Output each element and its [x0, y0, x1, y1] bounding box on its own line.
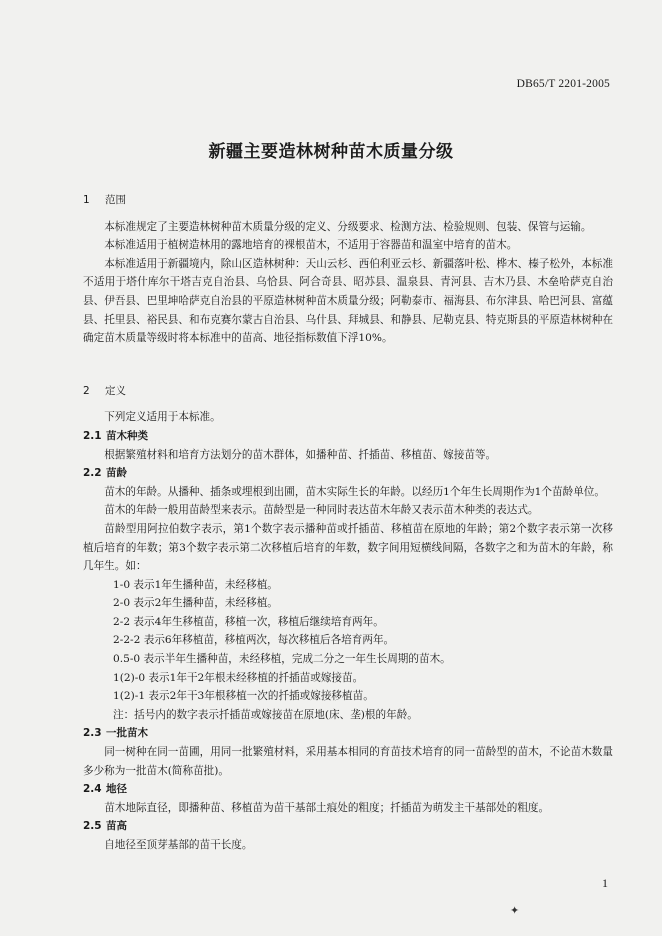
subsection-title: 苗高 — [106, 820, 127, 833]
scan-mark-icon: ✦ — [510, 904, 520, 917]
paragraph: 苗木的年龄。从播种、插条或埋根到出圃，苗木实际生长的年龄。以经历1个年生长周期作为1个苗龄单位。 — [104, 485, 605, 498]
subsection-title: 一批苗木 — [106, 727, 148, 740]
section-title: 定义 — [105, 384, 126, 397]
subsection-heading — [83, 817, 613, 836]
subsection-number: 2.1 — [83, 429, 102, 442]
paragraph: 同一树种在同一苗圃，用同一批繁殖材料，采用基本相同的育苗技术培育的同一苗龄型的苗木，不论苗木数量多少称为一批苗木(简称苗批)。 — [83, 746, 613, 777]
section-heading-definitions — [83, 382, 613, 401]
example-line: 1-0 表示1年生播种苗，未经移植。 — [113, 578, 278, 591]
example-line: 0.5-0 表示半年生播种苗，未经移植，完成二分之一年生长周期的苗木。 — [113, 653, 451, 666]
paragraph: 苗龄型用阿拉伯数字表示，第1个数字表示播种苗或扦插苗、移植苗在原地的年龄；第2个数字表示第一次移植后培育的年数；第3个数字表示第二次移植后培育的年数，数字间用短横线间隔，各数字之和为苗木的年龄，称几年生。如： — [83, 522, 613, 573]
subsection-number: 2.3 — [83, 727, 102, 740]
section-number: 2 — [83, 384, 90, 397]
paragraph: 本标准规定了主要造林树种苗木质量分级的定义、分级要求、检测方法、检验规则、包装、保管与运输。 — [104, 220, 592, 233]
paragraph: 苗木地际直径，即播种苗、移植苗为苗干基部土痕处的粗度；扦插苗为萌发主干基部处的粗度。 — [104, 801, 550, 814]
paragraph: 自地径至顶芽基部的苗干长度。 — [104, 839, 253, 851]
paragraph: 本标准适用于新疆境内，除山区造林树种：天山云杉、西伯利亚云杉、新疆落叶松、桦木、榛子松外，本标准不适用于塔什库尔干塔吉克自治县、乌恰县、阿合奇县、昭苏县、温泉县、青河县、吉木乃县、木垒哈萨克自治县、伊吾县、巴里坤哈萨克自治县的平原造林树种苗木质量分级；阿勒泰市、福海县、布尔津县、哈巴河县、富蕴县、托里县、裕民县、和布克赛尔蒙古自治县、乌什县、拜城县、和静县、尼勒克县、特克斯县的平原造林树种在确定苗木质量等级时将本标准中的苗高、地径指标数值下浮10%。 — [83, 257, 613, 345]
document-body — [83, 191, 613, 855]
subsection-heading — [83, 427, 613, 446]
section-title: 范围 — [105, 194, 126, 206]
example-line: 2-0 表示2年生播种苗，未经移植。 — [113, 597, 278, 610]
subsection-heading — [83, 464, 613, 483]
subsection-number: 2.5 — [83, 820, 102, 833]
subsection-title: 地径 — [106, 783, 127, 796]
document-title: 新疆主要造林树种苗木质量分级 — [208, 142, 454, 162]
subsection-number: 2.2 — [83, 467, 102, 480]
example-line: 2-2-2 表示6年移植苗，移植两次，每次移植后各培育两年。 — [113, 634, 395, 647]
example-line: 1(2)-1 表示2年干3年根移植一次的扦插或嫁接移植苗。 — [113, 690, 374, 703]
subsection-number: 2.4 — [83, 783, 102, 796]
note-line: 注：括号内的数字表示扦插苗或嫁接苗在原地(床、垄)根的年龄。 — [113, 708, 418, 721]
section-heading-scope — [83, 191, 613, 210]
paragraph: 下列定义适用于本标准。 — [104, 411, 221, 424]
paragraph: 苗木的年龄一般用苗龄型来表示。苗龄型是一种同时表达苗木年龄又表示苗木种类的表达式。 — [104, 504, 539, 517]
subsection-title: 苗木种类 — [106, 429, 148, 442]
standard-code: DB65/T 2201-2005 — [516, 78, 610, 90]
page-number: 1 — [602, 876, 608, 890]
subsection-title: 苗龄 — [106, 467, 127, 480]
subsection-heading — [83, 724, 613, 743]
example-line: 1(2)-0 表示1年干2年根未经移植的扦插苗或嫁接苗。 — [113, 671, 364, 684]
paragraph: 根据繁殖材料和培育方法划分的苗木群体，如播种苗、扦插苗、移植苗、嫁接苗等。 — [104, 448, 497, 461]
example-line: 2-2 表示4年生移植苗，移植一次，移植后继续培育两年。 — [113, 615, 384, 628]
paragraph: 本标准适用于植树造林用的露地培育的裸根苗木，不适用于容器苗和温室中培育的苗木。 — [104, 239, 518, 252]
subsection-heading — [83, 780, 613, 799]
section-number: 1 — [83, 194, 90, 206]
